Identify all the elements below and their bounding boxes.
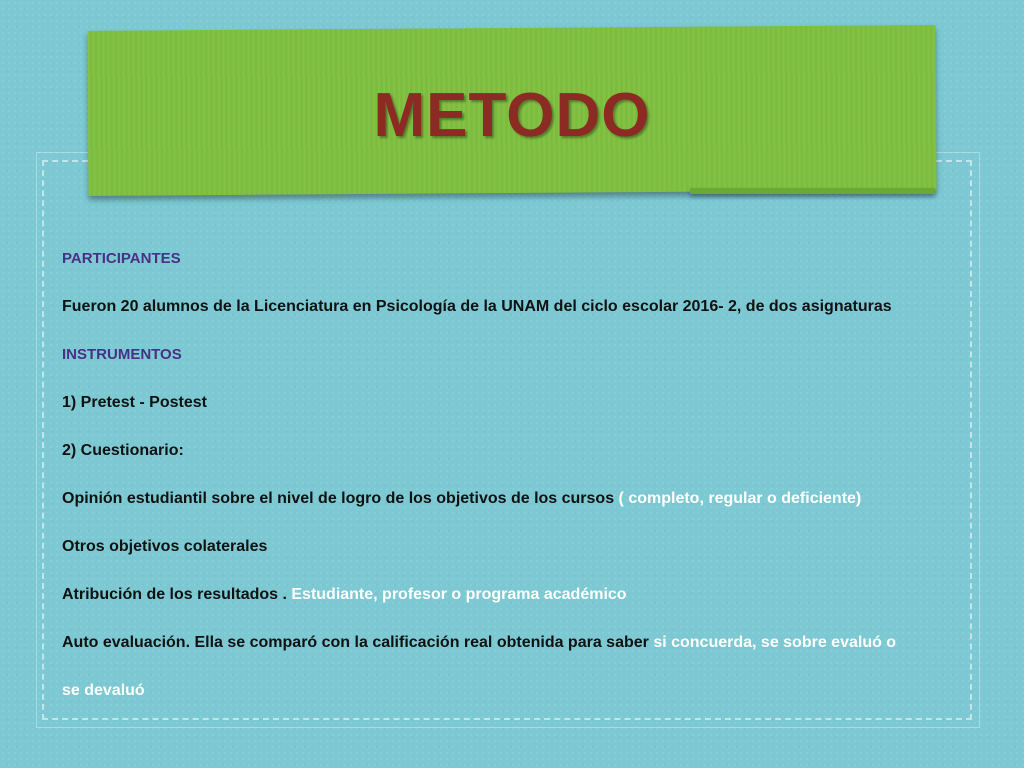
attribution-line <box>62 582 972 630</box>
self-eval-options-continued: se devaluó <box>62 682 145 699</box>
opinion-text: Opinión estudiantil sobre el nivel de logro de los objetivos de los cursos <box>62 490 615 507</box>
instrument-item-2: 2) Cuestionario: <box>62 442 184 459</box>
opinion-options: ( completo, regular o deficiente) <box>614 490 862 507</box>
opinion-line <box>62 486 972 534</box>
self-eval-line <box>62 630 972 678</box>
participants-text: Fueron 20 alumnos de la Licenciatura en Psicología de la UNAM del ciclo escolar 2016- 2, de dos asignaturas <box>62 298 892 315</box>
banner-tear-strip <box>690 188 935 194</box>
slide-title: METODO <box>373 81 651 150</box>
instruments-heading: INSTRUMENTOS <box>62 346 182 363</box>
attribution-options: Estudiante, profesor o programa académico <box>286 586 627 603</box>
attribution-text: Atribución de los resultados . <box>62 586 287 603</box>
participants-heading: PARTICIPANTES <box>62 250 181 267</box>
other-objectives: Otros objetivos colaterales <box>62 538 268 555</box>
self-eval-text: Auto evaluación. Ella se comparó con la calificación real obtenida para saber <box>62 634 649 651</box>
slide-body <box>62 246 972 726</box>
instrument-item-1: 1) Pretest - Postest <box>62 394 207 411</box>
self-eval-options: si concuerda, se sobre evaluó o <box>648 634 897 651</box>
